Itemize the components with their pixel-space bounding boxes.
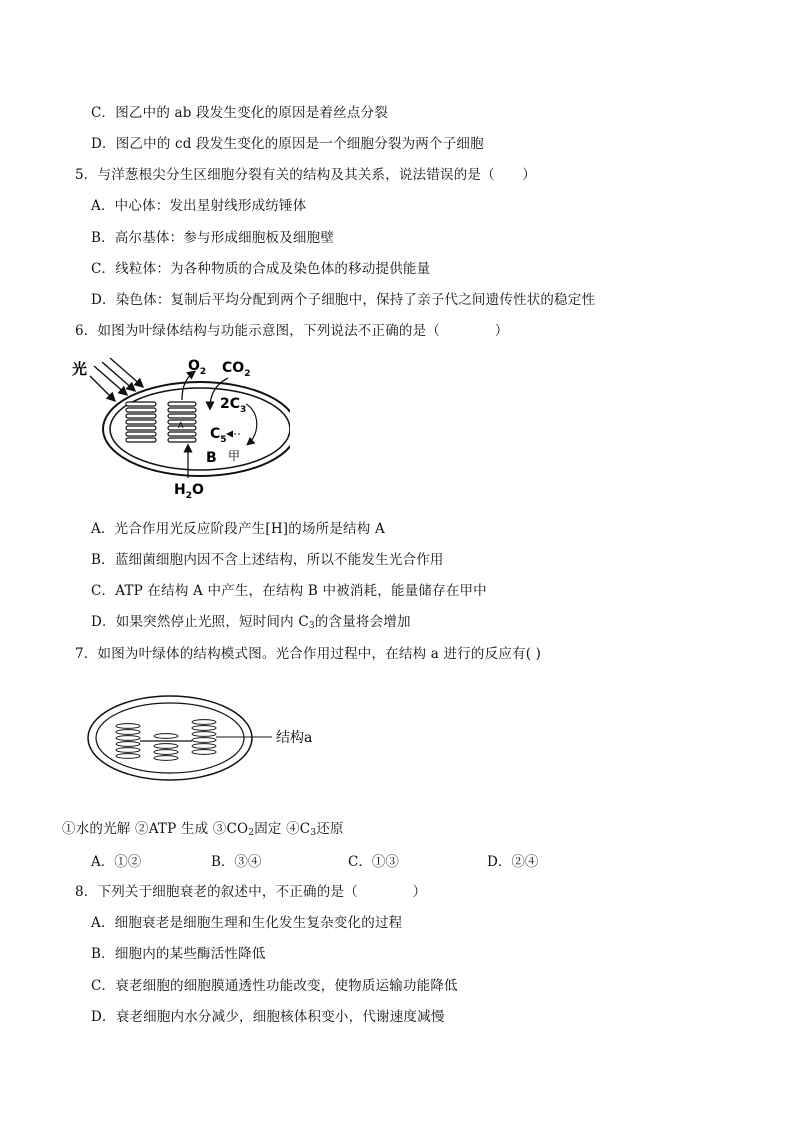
light-label: 光: [72, 360, 88, 378]
product-jia-label: 甲: [228, 449, 241, 463]
granum-left: [116, 724, 140, 759]
q8-option-d: D．衰老细胞内水分减少，细胞核体积变小，代谢速度减慢: [91, 1009, 445, 1025]
calvin-cycle-arrow: [246, 404, 257, 444]
o2-arrow: [182, 372, 194, 400]
q6-option-a: A．光合作用光反应阶段产生[H]的场所是结构 A: [91, 521, 385, 537]
q8-stem: 8．下列关于细胞衰老的叙述中，不正确的是（ ）: [75, 884, 427, 900]
q7-stem: 7．如图为叶绿体的结构模式图。光合作用过程中，在结构 a 进行的反应有( ): [75, 646, 542, 662]
q4-option-c: C．图乙中的 ab 段发生变化的原因是着丝点分裂: [91, 105, 388, 121]
granum-left: [126, 402, 156, 442]
granum-right: [192, 720, 216, 755]
q8-option-c: C．衰老细胞的细胞膜通透性功能改变，使物质运输功能降低: [91, 978, 458, 994]
q6-option-b: B．蓝细菌细胞内因不含上述结构，所以不能发生光合作用: [91, 552, 444, 568]
q5-option-d: D．染色体：复制后平均分配到两个子细胞中，保持了亲子代之间遗传性状的稳定性: [91, 292, 596, 308]
q8-option-b: B．细胞内的某些酶活性降低: [91, 946, 266, 962]
q6-option-d: D．如果突然停止光照，短时间内 $C_3$的含量将会增加: [91, 614, 411, 631]
h2o-label: $H_2O$: [174, 482, 204, 500]
q8-option-a: A．细胞衰老是细胞生理和生化发生复杂变化的过程: [91, 915, 403, 931]
q6-option-c: C．ATP 在结构 A 中产生，在结构 B 中被消耗，能量储存在甲中: [91, 583, 487, 599]
chloroplast-structure-diagram: [86, 692, 336, 792]
q7-choice-d: D．②④: [487, 854, 539, 870]
o2-label: $O_2$: [188, 358, 207, 377]
q5-option-a: A．中心体：发出星射线形成纺锤体: [91, 198, 307, 214]
q7-items: ①水的光解 ②ATP 生成 $③CO_2$固定 $④C_3$还原: [62, 821, 344, 838]
structure-a-label: A: [178, 421, 184, 430]
c5-label: $C_5$: [210, 426, 227, 445]
q7-choice-b: B．③④: [211, 854, 262, 870]
co2-label: $CO_2$: [222, 360, 251, 379]
structure-b-label: B: [206, 450, 217, 466]
structure-a-label: 结构a: [276, 730, 313, 746]
q7-choice-a: A．①②: [91, 854, 142, 870]
q6-stem: 6．如图为叶绿体结构与功能示意图，下列说法不正确的是（ ）: [75, 323, 509, 339]
q5-stem: 5．与洋葱根尖分生区细胞分裂有关的结构及其关系，说法错误的是（ ）: [75, 167, 536, 183]
c3-label: $2C_3$: [220, 396, 247, 415]
q4-option-d: D．图乙中的 cd 段发生变化的原因是一个细胞分裂为两个子细胞: [91, 136, 484, 152]
q5-option-c: C．线粒体：为各种物质的合成及染色体的移动提供能量: [91, 261, 431, 277]
chloroplast-function-diagram: [70, 352, 290, 500]
q5-option-b: B．高尔基体：参与形成细胞板及细胞壁: [91, 230, 335, 246]
granum-middle: [154, 734, 178, 761]
q7-choice-c: C．①③: [348, 854, 399, 870]
